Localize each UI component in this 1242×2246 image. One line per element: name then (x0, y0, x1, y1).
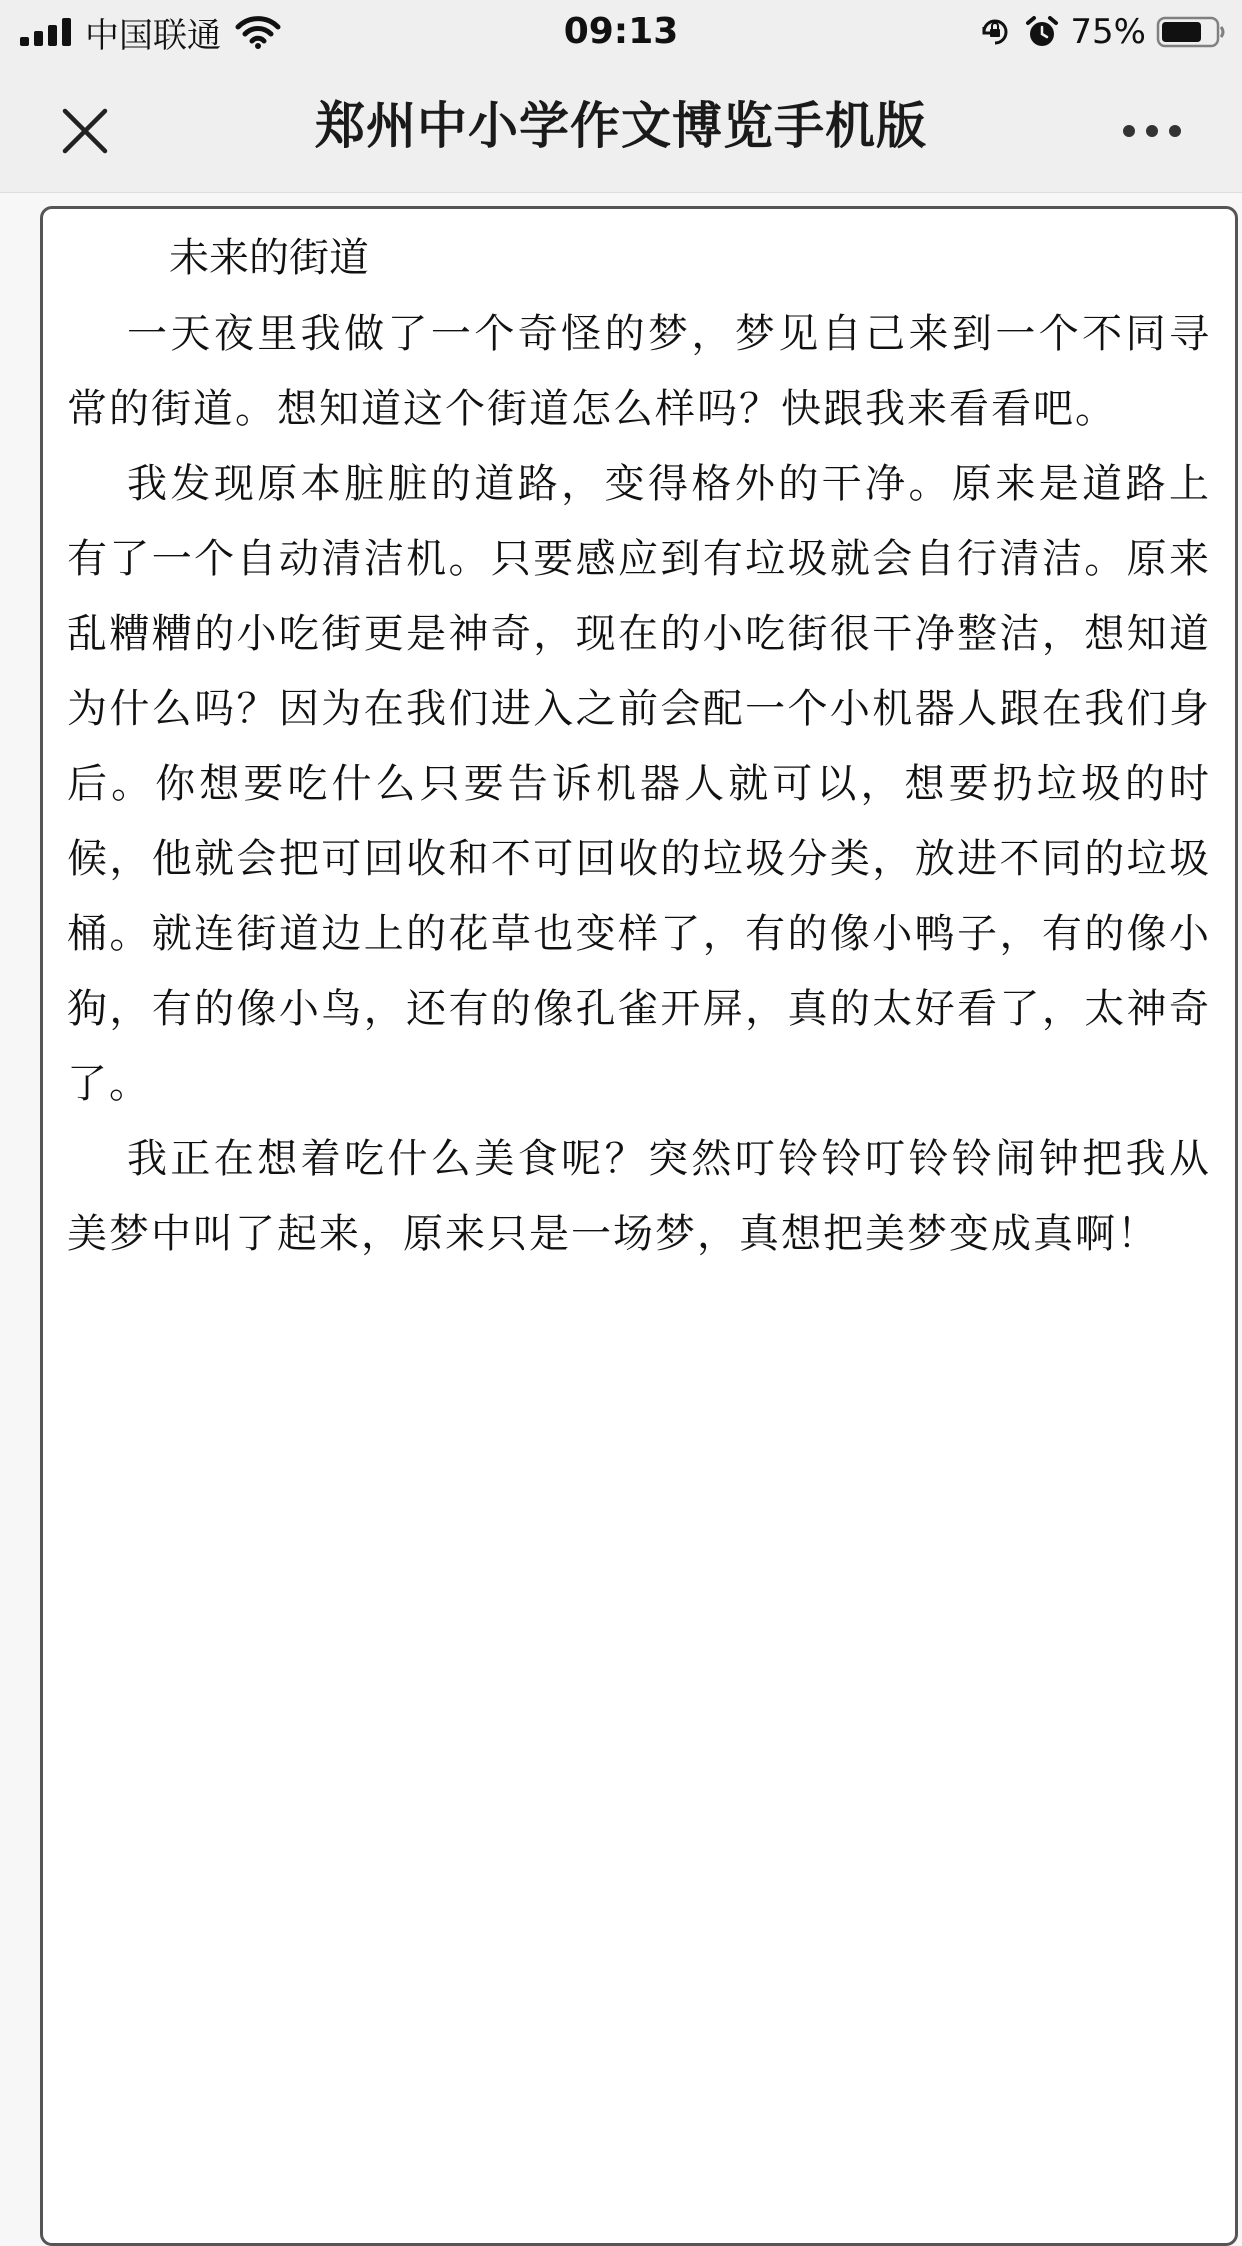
carrier-name: 中国联通 (85, 15, 221, 56)
battery-icon (1156, 15, 1226, 49)
nav-bar (0, 64, 1242, 193)
battery-percent: 75% (1070, 12, 1146, 52)
close-button[interactable] (48, 94, 122, 168)
article-paragraph: 我发现原本脏脏的道路，变得格外的干净。原来是道路上有了一个自动清洁机。只要感应到有垃圾就会自行清洁。原来乱糟糟的小吃街更是神奇，现在的小吃街很干净整洁，想知道为什么吗？因为在我们进入之前会配一个小机器人跟在我们身后。你想要吃什么只要告诉机器人就可以，想要扔垃圾的时候，他就会把可回收和不可回收的垃圾分类，放进不同的垃圾桶。就连街道边上的花草也变样了，有的像小鸭子，有的像小狗，有的像小鸟，还有的像孔雀开屏，真的太好看了，太神奇了。 (67, 461, 1211, 1107)
more-icon (1122, 124, 1182, 138)
page-title: 郑州中小学作文博览手机版 (315, 97, 927, 155)
article-paragraph: 一天夜里我做了一个奇怪的梦，梦见自己来到一个不同寻常的街道。想知道这个街道怎么样吗？快跟我来看看吧。 (67, 311, 1211, 432)
alarm-icon (1024, 14, 1060, 50)
article-content[interactable] (40, 206, 1238, 2246)
close-icon (61, 107, 109, 155)
status-time: 09:13 (563, 11, 679, 52)
more-button[interactable] (1102, 94, 1202, 168)
status-right (978, 8, 1226, 56)
article-paragraph: 我正在想着吃什么美食呢？突然叮铃铃叮铃铃闹钟把我从美梦中叫了起来，原来只是一场梦，真想把美梦变成真啊！ (67, 1136, 1211, 1257)
status-bar (0, 0, 1242, 64)
orientation-lock-icon (978, 15, 1012, 49)
article-title: 未来的街道 (169, 235, 369, 281)
